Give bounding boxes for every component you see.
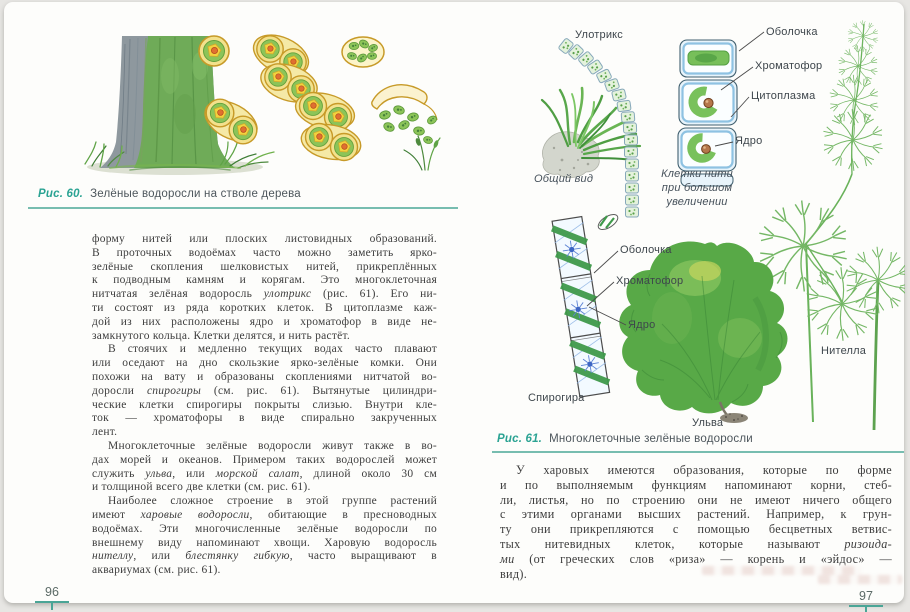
algae-cell-colonies — [198, 27, 438, 164]
text-line: похожи на вату и образованы скоплениями нитчатой во- — [92, 370, 437, 383]
ulothrix-filament-drawing — [558, 38, 638, 217]
text-line: замкнутого кольца. Клетки делятся, и нить растёт. — [92, 329, 350, 342]
ulva-drawing — [619, 242, 787, 423]
text-line: нителлу, или блестянку гибкую, часто выращивают в — [92, 550, 437, 563]
text-line: ти состоят из ряда коротких клеток. В цитоплазме каж- — [92, 301, 437, 314]
label-general-view: Общий вид — [534, 173, 594, 185]
caption-rule — [28, 207, 458, 209]
text-line: В стоячих и медленно текущих водах часто плавают — [108, 343, 437, 356]
spirogyra-drawing — [551, 212, 620, 398]
label-chromatophore-mid: Хроматофор — [616, 275, 684, 287]
text-line: водоёмах. Эти многочисленные зелёные водоросли по — [92, 522, 437, 535]
label-shell-mid: Оболочка — [620, 244, 672, 256]
label-nucleus-top: Ядро — [735, 135, 763, 147]
label-ulva: Ульва — [692, 417, 724, 429]
label-shell-top: Оболочка — [766, 26, 818, 38]
text-line: служить ульва, или морской салат, длиной около 30 см — [92, 467, 437, 480]
text-line: ческие клетки спирогиры покрыты слизью. Внутри кле- — [92, 398, 437, 411]
text-line: к подводным камням и корягам. Это многоклеточная — [92, 274, 437, 287]
figure-60-caption — [38, 188, 301, 200]
text-line: дах морей и океанов. Примером таких водорослей может — [92, 453, 437, 466]
page-number-right: 97 — [859, 589, 873, 603]
figure-61-caption — [497, 433, 753, 445]
text-line: имеют харовые водоросли, обитающие в пресноводных — [92, 508, 437, 521]
page-number-tick-right — [865, 605, 867, 612]
text-line: ли, листья, но по строению они не имеют ничего общего — [500, 492, 892, 507]
text-line: или оседают на дно скользкие ярко-зелёные комки. Они — [92, 357, 437, 370]
text-line: зелёные скопления шелковистых нитей, прикреплённых — [92, 260, 437, 273]
label-thread-cells-line3: увеличении — [666, 196, 728, 208]
text-line: и по выполняемым функциям напоминают корни, стеб- — [500, 477, 892, 492]
text-line: ми (от греческих слов «риза» — корень и «эйдос» — — [500, 551, 892, 566]
right-page-body-text — [500, 463, 892, 581]
text-line: дой из них расположены ядро и хроматофор в виде не- — [92, 315, 437, 328]
caption-rule — [492, 451, 904, 453]
text-line: тых нитевидных клеток, которые называют ризоида- — [500, 536, 892, 551]
left-page-body-text — [92, 233, 437, 578]
figure-61-illustration — [490, 18, 905, 432]
figure-60-number: Рис. 60. — [38, 188, 84, 200]
text-line: Многоклеточные зелёные водоросли живут также в во- — [108, 439, 437, 452]
text-line: лент. — [92, 426, 118, 439]
page-showthrough — [818, 575, 902, 584]
label-spirogyra: Спирогира — [528, 392, 585, 404]
figure-61-number: Рис. 61. — [497, 433, 543, 445]
text-line: В проточных водоёмах часто можно заметить ярко- — [92, 246, 437, 259]
text-line: Наиболее сложное строение в этой группе растений — [108, 495, 437, 508]
label-chromatophore-top: Хроматофор — [755, 60, 823, 72]
figure-61-caption-text: Многоклеточные зелёные водоросли — [549, 433, 753, 445]
page-showthrough — [702, 566, 862, 575]
label-nucleus-mid: Ядро — [628, 319, 656, 331]
text-line: и толщиной всего две клетки (см. рис. 61). — [92, 481, 311, 494]
text-line: доросли спирогиры (см. рис. 61). Вытянутые цилиндри- — [92, 384, 437, 397]
text-line: ту они прикрепляются с помощью бесцветных ветвис- — [500, 522, 892, 537]
label-thread-cells-line2: при большом — [661, 182, 733, 194]
text-line: внешнему виду напоминают хвощи. Харовую водоросль — [92, 536, 437, 549]
text-line: У харовых имеются образования, которые по форме — [516, 463, 892, 477]
text-line: вид). — [500, 566, 528, 581]
text-line: форму нитей или плоских листовидных образований. — [92, 233, 437, 245]
page-number-left: 96 — [45, 585, 59, 599]
text-line: аквариумах (см. рис. 61). — [92, 564, 221, 577]
label-nitella: Нителла — [821, 345, 867, 357]
ulothrix-magnified-cells-drawing — [678, 40, 737, 186]
label-thread-cells-line1: Клетки нити — [661, 168, 733, 180]
page-number-tick-left — [51, 601, 53, 610]
label-ulothrix: Улотрикс — [575, 29, 624, 41]
label-cytoplasm: Цитоплазма — [751, 90, 816, 102]
text-line: ток — хроматофоры в виде спирально закрученных — [92, 412, 437, 425]
figure-60-illustration — [80, 14, 460, 194]
text-line: нитчатая зелёная водоросль улотрикс (рис. 61). Его ни- — [92, 288, 437, 301]
figure-60-caption-text: Зелёные водоросли на стволе дерева — [90, 188, 301, 200]
text-line: с этими органами высших растений. Например, к грун- — [500, 507, 892, 522]
